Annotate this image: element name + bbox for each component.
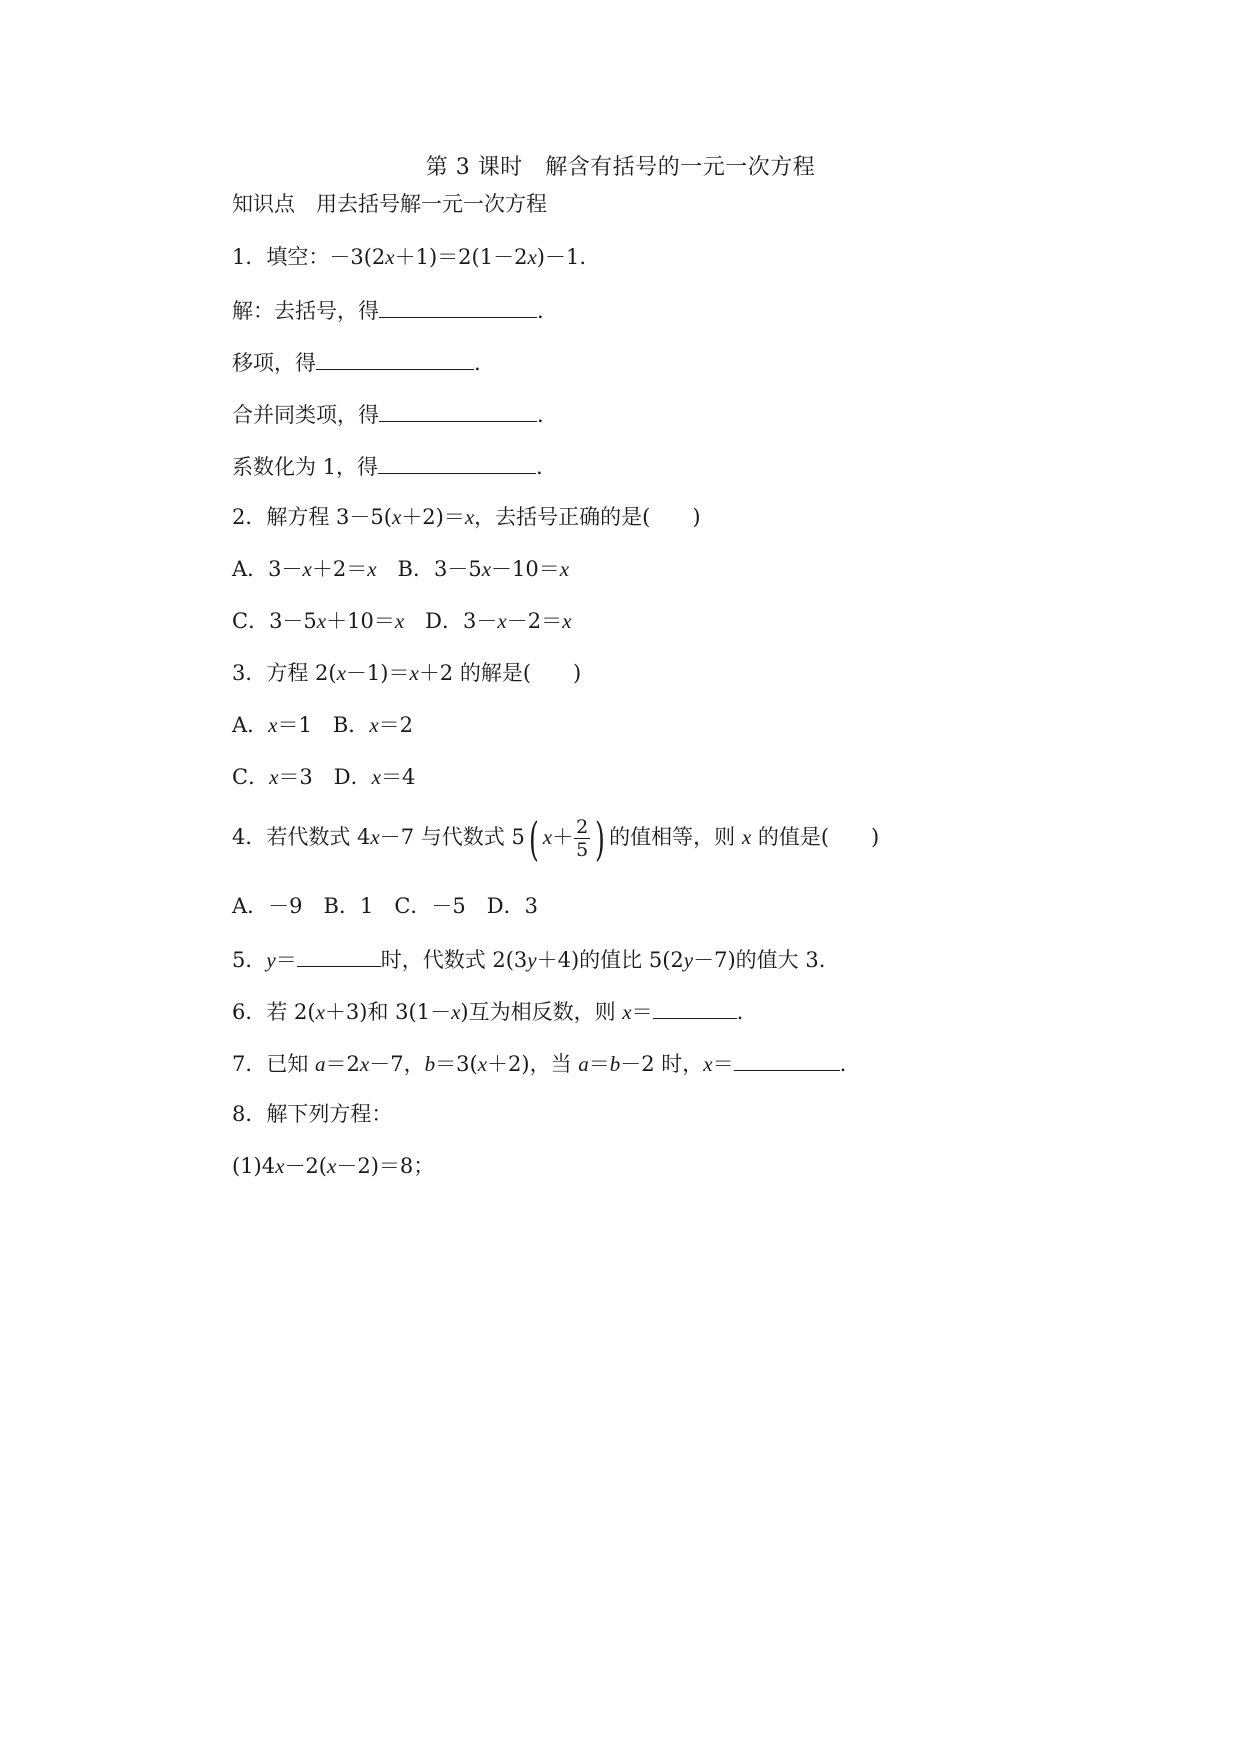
question-8-sub-1: (1)4x－2(x－2)＝8； (232, 1154, 435, 1178)
question-8-stem: 8．解下列方程： (232, 1102, 393, 1126)
option-c[interactable]: C．x＝3 (232, 765, 313, 789)
page-title: 第 3 课时 解含有括号的一元一次方程 (425, 155, 816, 180)
answer-blank[interactable] (653, 996, 737, 1019)
left-paren: ( (528, 811, 539, 866)
question-4-stem: 4．若代数式 4x－7 与代数式 5( x＋ $\frac{2}{5}$ ) 的值相等，则 x 的值是( ) (232, 811, 880, 866)
option-a[interactable]: A．x＝1 (232, 713, 312, 737)
question-3-stem: 3．方程 2(x－1)＝x＋2 的解是( ) (232, 661, 582, 685)
option-d[interactable]: D．3－x－2＝x (404, 609, 572, 633)
right-paren: ) (595, 811, 606, 866)
question-6: 6．若 2(x＋3)和 3(1－x)互为相反数，则 x＝ . (232, 996, 743, 1026)
section-heading: 知识点 用去括号解一元一次方程 (232, 192, 547, 216)
fraction: $\frac{2}{5}$ (576, 816, 589, 861)
option-d[interactable]: D．x＝4 (312, 765, 416, 789)
option-a[interactable]: A．3－x＋2＝x (232, 557, 377, 581)
answer-blank[interactable] (379, 295, 537, 318)
question-1-step-1: 解：去括号，得 . (232, 295, 544, 325)
answer-blank[interactable] (734, 1048, 840, 1071)
question-3-options-ab (232, 711, 413, 739)
question-4-options[interactable]: A．－9 B．1 C．－5 D．3 (232, 894, 538, 918)
option-b[interactable]: B．x＝2 (311, 713, 414, 737)
question-2-options-cd (232, 607, 571, 635)
question-1-step-3: 合并同类项，得 . (232, 399, 544, 429)
option-c[interactable]: C．3－5x＋10＝x (232, 609, 405, 633)
option-b[interactable]: B．3－5x－10＝x (376, 557, 570, 581)
answer-blank[interactable] (379, 399, 537, 422)
question-2-stem: 2．解方程 3－5(x＋2)＝x，去括号正确的是( ) (232, 505, 701, 529)
question-1-step-4: 系数化为 1，得 . (232, 451, 543, 481)
question-1-step-2: 移项，得 . (232, 347, 481, 377)
answer-blank[interactable] (316, 347, 474, 370)
answer-blank[interactable] (297, 944, 381, 967)
answer-blank[interactable] (378, 451, 536, 474)
question-3-options-cd (232, 763, 415, 791)
question-2-options-ab (232, 555, 569, 583)
question-1-stem: 1．填空：－3(2x＋1)＝2(1－2x)－1. (232, 245, 587, 269)
question-7: 7．已知 a＝2x－7，b＝3(x＋2)，当 a＝b－2 时，x＝ . (232, 1048, 846, 1078)
question-5: 5．y＝ 时，代数式 2(3y＋4)的值比 5(2y－7)的值大 3. (232, 944, 825, 974)
